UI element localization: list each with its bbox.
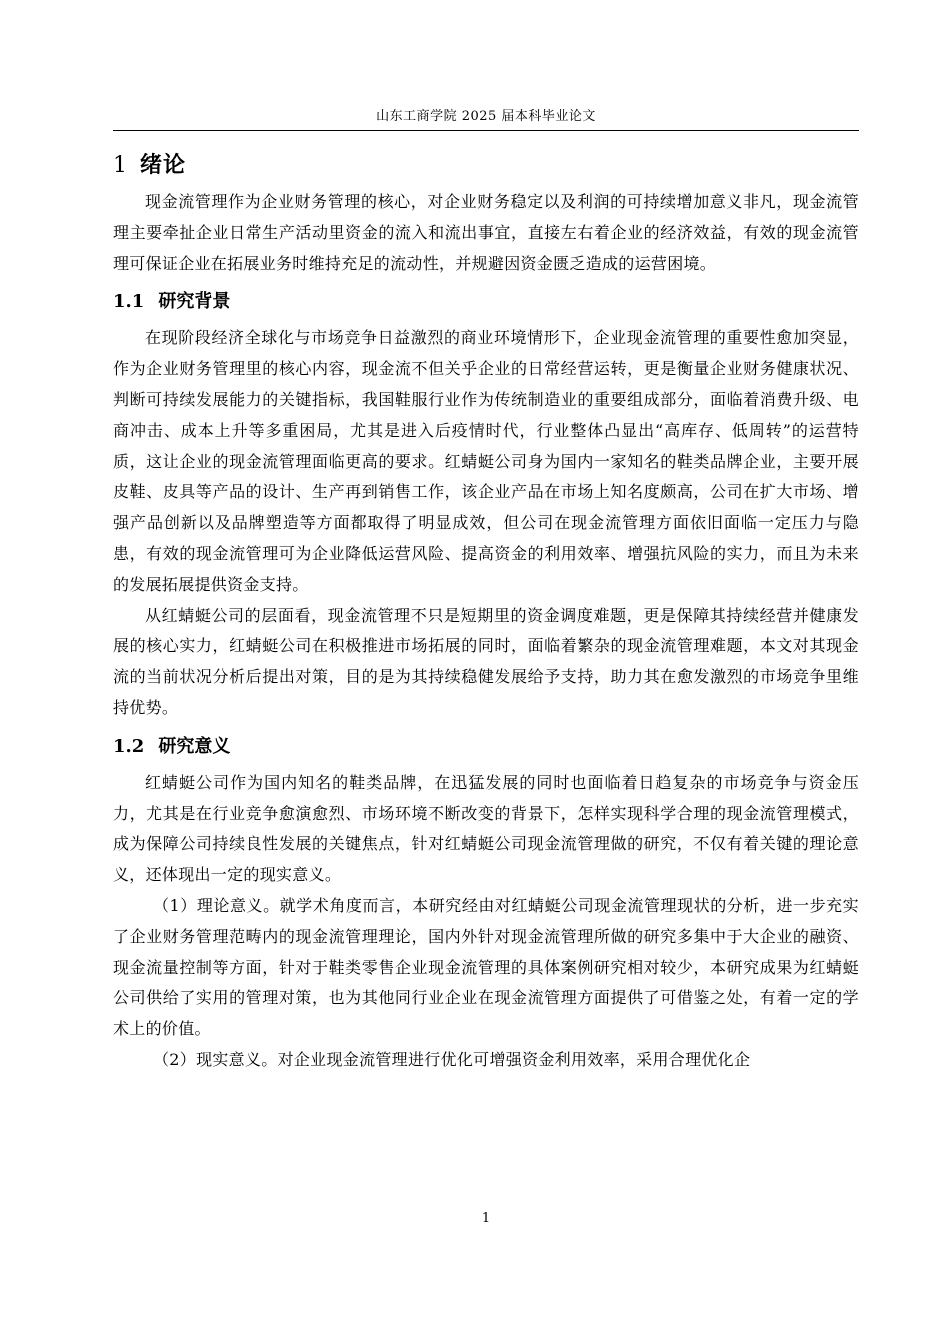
page-content — [113, 148, 859, 1076]
section-number: 1.2 — [113, 735, 145, 757]
chapter-heading — [113, 148, 859, 183]
section-title: 研究意义 — [158, 735, 231, 757]
chapter-number: 1 — [113, 153, 128, 178]
running-header: 山东工商学院 2025 届本科毕业论文 — [376, 109, 596, 124]
chapter-intro-paragraph: 现金流管理作为企业财务管理的核心，对企业财务稳定以及利润的可持续增加意义非凡，现金流管理主要牵扯企业日常生产活动里资金的流入和流出事宜，直接左右着企业的经济效益，有效的现金流管理可保证企业在拓展业务时维持充足的流动性，并规避因资金匮乏造成的运营困境。 — [113, 192, 859, 273]
section-heading-1-1 — [113, 287, 859, 317]
header-divider — [113, 130, 859, 131]
practical-significance-paragraph: （2）现实意义。对企业现金流管理进行优化可增强资金利用效率，采用合理优化企 — [153, 1049, 751, 1069]
theoretical-significance-paragraph: （1）理论意义。就学术角度而言，本研究经由对红蜻蜓公司现金流管理现状的分析，进一步充实了企业财务管理范畴内的现金流管理理论，国内外针对现金流管理所做的研究多集中于大企业的融资、现金流量控制等方面，针对于鞋类零售企业现金流管理的具体案例研究相对较少，本研究成果为红蜻蜓公司供给了实用的管理对策，也为其他同行业企业在现金流管理方面提供了可借鉴之处，有着一定的学术上的价值。 — [113, 895, 859, 1039]
significance-paragraph-1: 红蜻蜓公司作为国内知名的鞋类品牌，在迅猛发展的同时也面临着日趋复杂的市场竞争与资金压力，尤其是在行业竞争愈演愈烈、市场环境不断改变的背景下，怎样实现科学合理的现金流管理模式，成为保障公司持续良性发展的关键焦点，针对红蜻蜓公司现金流管理做的研究，不仅有着关键的理论意义，还体现出一定的现实意义。 — [113, 772, 859, 885]
section-title: 研究背景 — [158, 291, 231, 313]
section-number: 1.1 — [113, 291, 145, 313]
section-heading-1-2 — [113, 732, 859, 762]
page-number: 1 — [481, 1211, 491, 1226]
background-paragraph-1: 在现阶段经济全球化与市场竞争日益激烈的商业环境情形下，企业现金流管理的重要性愈加突显，作为企业财务管理里的核心内容，现金流不但关乎企业的日常经营运转，更是衡量企业财务健康状况、判断可持续发展能力的关键指标，我国鞋服行业作为传统制造业的重要组成部分，面临着消费升级、电商冲击、成本上升等多重困局，尤其是进入后疫情时代，行业整体凸显出“高库存、低周转”的运营特质，这让企业的现金流管理面临更高的要求。红蜻蜓公司身为国内一家知名的鞋类品牌企业，主要开展皮鞋、皮具等产品的设计、生产再到销售工作，该企业产品在市场上知名度颇高，公司在扩大市场、增强产品创新以及品牌塑造等方面都取得了明显成效，但公司在现金流管理方面依旧面临一定压力与隐患，有效的现金流管理可为企业降低运营风险、提高资金的利用效率、增强抗风险的实力，而且为未来的发展拓展提供资金支持。 — [113, 328, 859, 594]
chapter-title: 绪论 — [140, 152, 187, 178]
background-paragraph-2: 从红蜻蜓公司的层面看，现金流管理不只是短期里的资金调度难题，更是保障其持续经营并健康发展的核心实力，红蜻蜓公司在积极推进市场拓展的同时，面临着繁杂的现金流管理难题，本文对其现金流的当前状况分析后提出对策，目的是为其持续稳健发展给予支持，助力其在愈发激烈的市场竞争里维持优势。 — [113, 605, 859, 717]
